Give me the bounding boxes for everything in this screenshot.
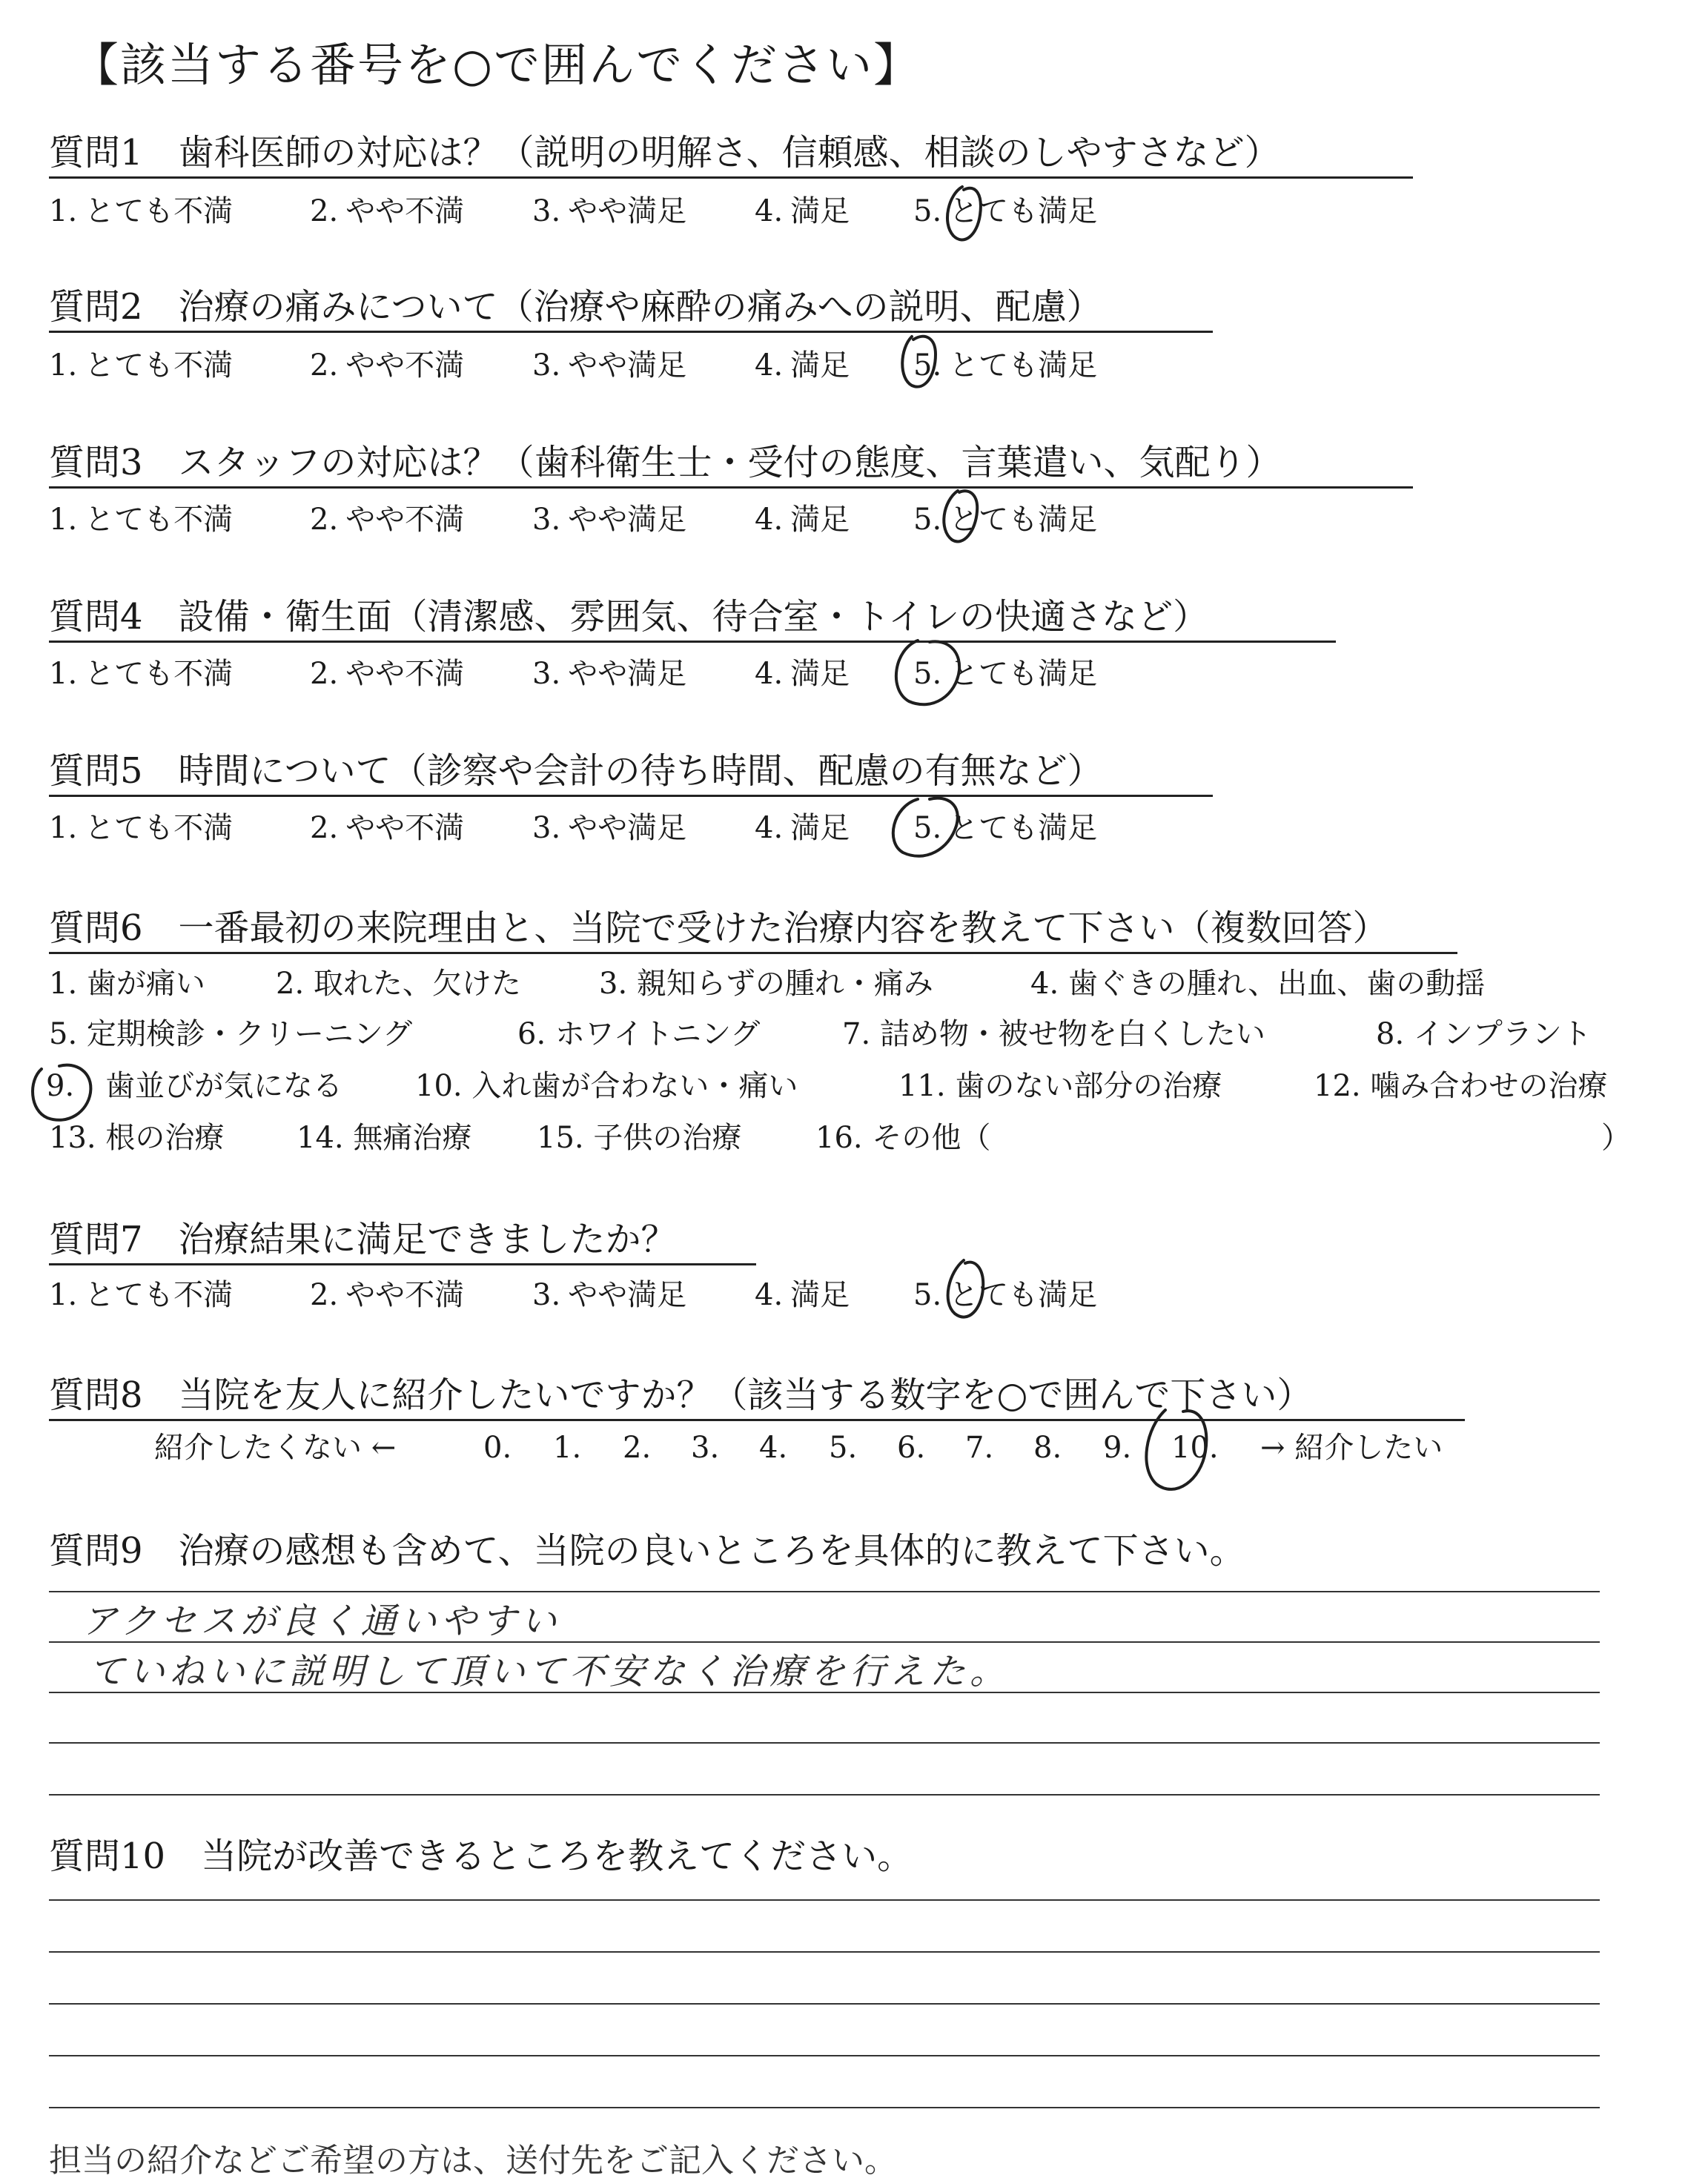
q3-option-5[interactable]: 5. とても満足 xyxy=(913,503,1098,537)
question-5-title: 質問5 時間について（診察や会計の待ち時間、配慮の有無など） xyxy=(49,750,1103,792)
footer-note: 担当の紹介などご希望の方は、送付先をご記入ください。 xyxy=(49,2142,897,2180)
question-4-underline xyxy=(49,641,1336,643)
q8-option-4[interactable]: 4. xyxy=(759,1431,788,1465)
q8-option-2[interactable]: 2. xyxy=(623,1431,652,1465)
q7-option-3[interactable]: 3. やや満足 xyxy=(532,1278,687,1312)
q1-option-3[interactable]: 3. やや満足 xyxy=(532,194,687,228)
q7-option-2[interactable]: 2. やや不満 xyxy=(310,1278,465,1312)
question-8-title: 質問8 当院を友人に紹介したいですか？（該当する数字を○で囲んで下さい） xyxy=(49,1374,1313,1416)
q6-option-16[interactable]: 16. その他（ xyxy=(815,1121,991,1155)
q7-option-1[interactable]: 1. とても不満 xyxy=(49,1278,234,1312)
question-10-title: 質問10 当院が改善できるところを教えてください。 xyxy=(49,1836,913,1877)
q5-option-5[interactable]: 5. とても満足 xyxy=(913,811,1098,845)
q6-option-7[interactable]: 7. 詰め物・被せ物を白くしたい xyxy=(842,1017,1265,1051)
q8-left-label: 紹介したくない ← xyxy=(154,1431,397,1465)
q1-option-4[interactable]: 4. 満足 xyxy=(755,194,850,228)
q9-handwritten-answer-2[interactable]: ていねいに説明して頂いて不安なく治療を行えた。 xyxy=(89,1651,1010,1692)
q6-option-3[interactable]: 3. 親知らずの腫れ・痛み xyxy=(599,967,933,1001)
q3-option-4[interactable]: 4. 満足 xyxy=(755,503,850,537)
q2-option-3[interactable]: 3. やや満足 xyxy=(532,348,687,383)
q2-option-2[interactable]: 2. やや不満 xyxy=(310,348,465,383)
q8-option-7[interactable]: 7. xyxy=(965,1431,994,1465)
q4-option-5[interactable]: 5. とても満足 xyxy=(913,657,1098,691)
q6-option-15[interactable]: 15. 子供の治療 xyxy=(537,1121,742,1155)
q4-option-4[interactable]: 4. 満足 xyxy=(755,657,850,691)
q1-option-2[interactable]: 2. やや不満 xyxy=(310,194,465,228)
q6-option-9-number[interactable]: 9. xyxy=(46,1069,75,1103)
q6-option-14[interactable]: 14. 無痛治療 xyxy=(297,1121,472,1155)
q5-option-3[interactable]: 3. やや満足 xyxy=(532,811,687,845)
q8-option-5[interactable]: 5. xyxy=(829,1431,858,1465)
q2-option-1[interactable]: 1. とても不満 xyxy=(49,348,234,383)
q8-option-10[interactable]: 10. xyxy=(1171,1431,1219,1465)
question-5-underline xyxy=(49,795,1213,797)
question-3-underline xyxy=(49,486,1413,489)
q10-answer-line xyxy=(49,1951,1600,1953)
q6-option-16-close-paren: ） xyxy=(1601,1121,1631,1155)
q6-option-9-label[interactable]: 歯並びが気になる xyxy=(105,1069,342,1103)
q7-option-4[interactable]: 4. 満足 xyxy=(755,1278,850,1312)
q6-option-5[interactable]: 5. 定期検診・クリーニング xyxy=(49,1017,413,1051)
q10-answer-line xyxy=(49,2003,1600,2005)
q5-option-4[interactable]: 4. 満足 xyxy=(755,811,850,845)
q1-option-5[interactable]: 5. とても満足 xyxy=(913,194,1098,228)
q1-option-1[interactable]: 1. とても不満 xyxy=(49,194,234,228)
q3-option-3[interactable]: 3. やや満足 xyxy=(532,503,687,537)
q3-option-1[interactable]: 1. とても不満 xyxy=(49,503,234,537)
question-1-underline xyxy=(49,176,1413,179)
q2-option-5[interactable]: 5. とても満足 xyxy=(913,348,1098,383)
question-9-title: 質問9 治療の感想も含めて、当院の良いところを具体的に教えて下さい。 xyxy=(49,1530,1245,1572)
q7-option-5[interactable]: 5. とても満足 xyxy=(913,1278,1098,1312)
q5-option-1[interactable]: 1. とても不満 xyxy=(49,811,234,845)
q9-answer-line xyxy=(49,1794,1600,1796)
q8-option-9[interactable]: 9. xyxy=(1103,1431,1132,1465)
q6-option-2[interactable]: 2. 取れた、欠けた xyxy=(276,967,521,1001)
question-2-underline xyxy=(49,331,1213,333)
q4-option-1[interactable]: 1. とても不満 xyxy=(49,657,234,691)
q8-option-8[interactable]: 8. xyxy=(1033,1431,1062,1465)
question-6-title: 質問6 一番最初の来院理由と、当院で受けた治療内容を教えて下さい（複数回答） xyxy=(49,907,1388,949)
form-header: 【該当する番号を○で囲んでください】 xyxy=(73,38,921,92)
q8-option-6[interactable]: 6. xyxy=(897,1431,926,1465)
question-7-underline xyxy=(49,1263,756,1265)
q6-option-8[interactable]: 8. インプラント xyxy=(1376,1017,1592,1051)
q8-option-1[interactable]: 1. xyxy=(553,1431,582,1465)
q9-answer-line xyxy=(49,1742,1600,1744)
q6-option-4[interactable]: 4. 歯ぐきの腫れ、出血、歯の動揺 xyxy=(1030,967,1486,1001)
q6-option-1[interactable]: 1. 歯が痛い xyxy=(49,967,205,1001)
q6-option-12[interactable]: 12. 噛み合わせの治療 xyxy=(1314,1069,1608,1103)
q8-right-label: → 紹介したい xyxy=(1260,1431,1443,1465)
q6-option-6[interactable]: 6. ホワイトニング xyxy=(517,1017,761,1051)
q4-option-2[interactable]: 2. やや不満 xyxy=(310,657,465,691)
q6-option-10[interactable]: 10. 入れ歯が合わない・痛い xyxy=(415,1069,798,1103)
question-6-underline xyxy=(49,952,1457,954)
q9-handwritten-answer-1[interactable]: アクセスが良く通いやすい xyxy=(82,1601,561,1642)
question-4-title: 質問4 設備・衛生面（清潔感、雰囲気、待合室・トイレの快適さなど） xyxy=(49,596,1209,638)
question-3-title: 質問3 スタッフの対応は？（歯科衛生士・受付の態度、言葉遣い、気配り） xyxy=(49,442,1282,483)
q8-option-3[interactable]: 3. xyxy=(691,1431,720,1465)
q6-option-13[interactable]: 13. 根の治療 xyxy=(49,1121,225,1155)
q3-option-2[interactable]: 2. やや不満 xyxy=(310,503,465,537)
question-2-title: 質問2 治療の痛みについて（治療や麻酔の痛みへの説明、配慮） xyxy=(49,286,1102,328)
q2-option-4[interactable]: 4. 満足 xyxy=(755,348,850,383)
q6-option-11[interactable]: 11. 歯のない部分の治療 xyxy=(898,1069,1222,1103)
q10-answer-line xyxy=(49,1899,1600,1901)
q8-option-0[interactable]: 0. xyxy=(483,1431,512,1465)
question-7-title: 質問7 治療結果に満足できましたか？ xyxy=(49,1219,677,1260)
q5-option-2[interactable]: 2. やや不満 xyxy=(310,811,465,845)
question-1-title: 質問1 歯科医師の対応は？（説明の明解さ、信頼感、相談のしやすさなど） xyxy=(49,132,1280,173)
q10-answer-line xyxy=(49,2055,1600,2056)
question-8-underline xyxy=(49,1419,1465,1421)
q4-option-3[interactable]: 3. やや満足 xyxy=(532,657,687,691)
q10-answer-line xyxy=(49,2107,1600,2108)
